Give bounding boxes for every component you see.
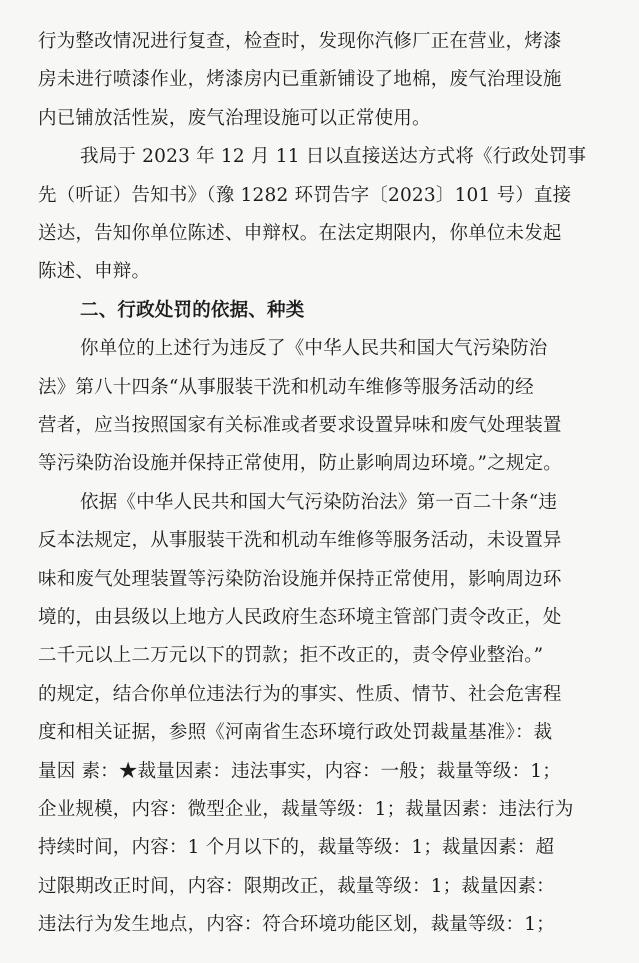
text-line: 等污染防治设施并保持正常使用，防止影响周边环境。”之规定。 <box>38 453 563 475</box>
text-line: 法》第八十四条“从事服装干洗和机动车维修等服务活动的经 <box>38 376 534 398</box>
text-line: 送达，告知你单位陈述、申辩权。在法定期限内，你单位未发起 <box>38 223 562 244</box>
text-line: 行为整改情况进行复查，检查时，发现你汽修厂正在营业，烤漆 <box>38 31 562 52</box>
paragraph-start-line: 依据《中华人民共和国大气污染防治法》第一百二十条“违 <box>80 491 558 513</box>
text-line: 企业规模，内容：微型企业，裁量等级：1；裁量因素：违法行为 <box>38 799 574 820</box>
text-line: 过限期改正时间，内容：限期改正，裁量等级：1；裁量因素： <box>38 875 555 897</box>
text-line: 营者，应当按照国家有关标准或者要求设置异味和废气处理装置 <box>38 415 562 436</box>
text-line: 量因 素：★裁量因素：违法事实，内容：一般；裁量等级：1； <box>38 760 561 782</box>
text-line: 反本法规定，从事服装干洗和机动车维修等服务活动，未设置异 <box>38 530 562 552</box>
paragraph-start-line: 你单位的上述行为违反了《中华人民共和国大气污染防治 <box>80 338 548 360</box>
text-line: 先（听证）告知书》（豫 1282 环罚告字〔2023〕101 号）直接 <box>38 184 572 206</box>
text-line: 的规定，结合你单位违法行为的事实、性质、情节、社会危害程 <box>38 683 562 705</box>
text-line: 境的，由县级以上地方人民政府生态环境主管部门责令改正，处 <box>38 607 562 628</box>
text-line: 二千元以上二万元以下的罚款；拒不改正的，责令停业整治。” <box>38 645 544 667</box>
text-line: 房未进行喷漆作业，烤漆房内已重新铺设了地棉，废气治理设施 <box>38 69 562 91</box>
paragraph-start-line: 我局于 2023 年 12 月 11 日以直接送达方式将《行政处罚事 <box>80 146 587 168</box>
text-line: 度和相关证据，参照《河南省生态环境行政处罚裁量基准》：裁 <box>38 722 553 744</box>
text-line: 陈述、申辩。 <box>38 261 151 283</box>
text-line: 违法行为发生地点，内容：符合环境功能区划，裁量等级：1； <box>38 914 555 936</box>
text-line: 味和废气处理装置等污染防治设施并保持正常使用，影响周边环 <box>38 568 562 590</box>
text-line: 内已铺放活性炭，废气治理设施可以正常使用。 <box>38 107 431 129</box>
text-line: 持续时间，内容：1 个月以下的，裁量等级：1；裁量因素：超 <box>38 837 555 859</box>
section-heading: 二、行政处罚的依据、种类 <box>80 299 305 321</box>
